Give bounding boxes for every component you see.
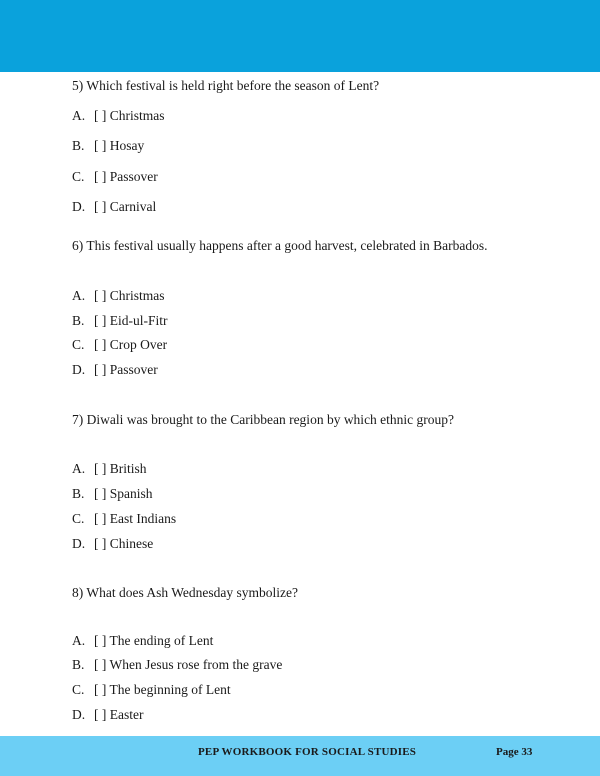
option-letter: B.: [72, 138, 85, 153]
option-text: [ ] Passover: [94, 362, 158, 377]
question-7-text: 7) Diwali was brought to the Caribbean region by which ethnic group?: [72, 412, 455, 427]
option-text: [ ] The beginning of Lent: [94, 682, 231, 697]
option-letter: A.: [72, 633, 86, 648]
option-text: [ ] Spanish: [94, 486, 153, 501]
option-letter: C.: [72, 169, 85, 184]
option-letter: C.: [72, 682, 85, 697]
option-text: [ ] Christmas: [94, 108, 165, 123]
option-letter: D.: [72, 199, 86, 214]
option-text: [ ] Crop Over: [94, 337, 168, 352]
option-text: [ ] East Indians: [94, 511, 177, 526]
option-letter: A.: [72, 288, 86, 303]
option-letter: A.: [72, 108, 86, 123]
question-6-text: 6) This festival usually happens after a good harvest, celebrated in Barbados.: [72, 238, 488, 253]
option-letter: C.: [72, 511, 85, 526]
option-text: [ ] Passover: [94, 169, 158, 184]
option-text: [ ] Hosay: [94, 138, 145, 153]
question-5-text: 5) Which festival is held right before the season of Lent?: [72, 78, 380, 93]
option-text: [ ] Chinese: [94, 536, 154, 551]
option-text: [ ] Eid-ul-Fitr: [94, 313, 168, 328]
option-letter: D.: [72, 362, 86, 377]
question-8-text: 8) What does Ash Wednesday symbolize?: [72, 585, 298, 600]
option-text: [ ] Carnival: [94, 199, 157, 214]
option-letter: D.: [72, 707, 86, 722]
option-letter: A.: [72, 461, 86, 476]
option-letter: D.: [72, 536, 86, 551]
option-text: [ ] When Jesus rose from the grave: [94, 657, 283, 672]
option-letter: B.: [72, 657, 85, 672]
option-letter: B.: [72, 313, 85, 328]
option-text: [ ] British: [94, 461, 147, 476]
option-text: [ ] Easter: [94, 707, 144, 722]
option-letter: B.: [72, 486, 85, 501]
page-number: Page 33: [496, 746, 533, 758]
footer-title: PEP WORKBOOK FOR SOCIAL STUDIES: [198, 746, 417, 758]
option-text: [ ] Christmas: [94, 288, 165, 303]
header-band: [0, 0, 600, 72]
option-text: [ ] The ending of Lent: [94, 633, 214, 648]
option-letter: C.: [72, 337, 85, 352]
